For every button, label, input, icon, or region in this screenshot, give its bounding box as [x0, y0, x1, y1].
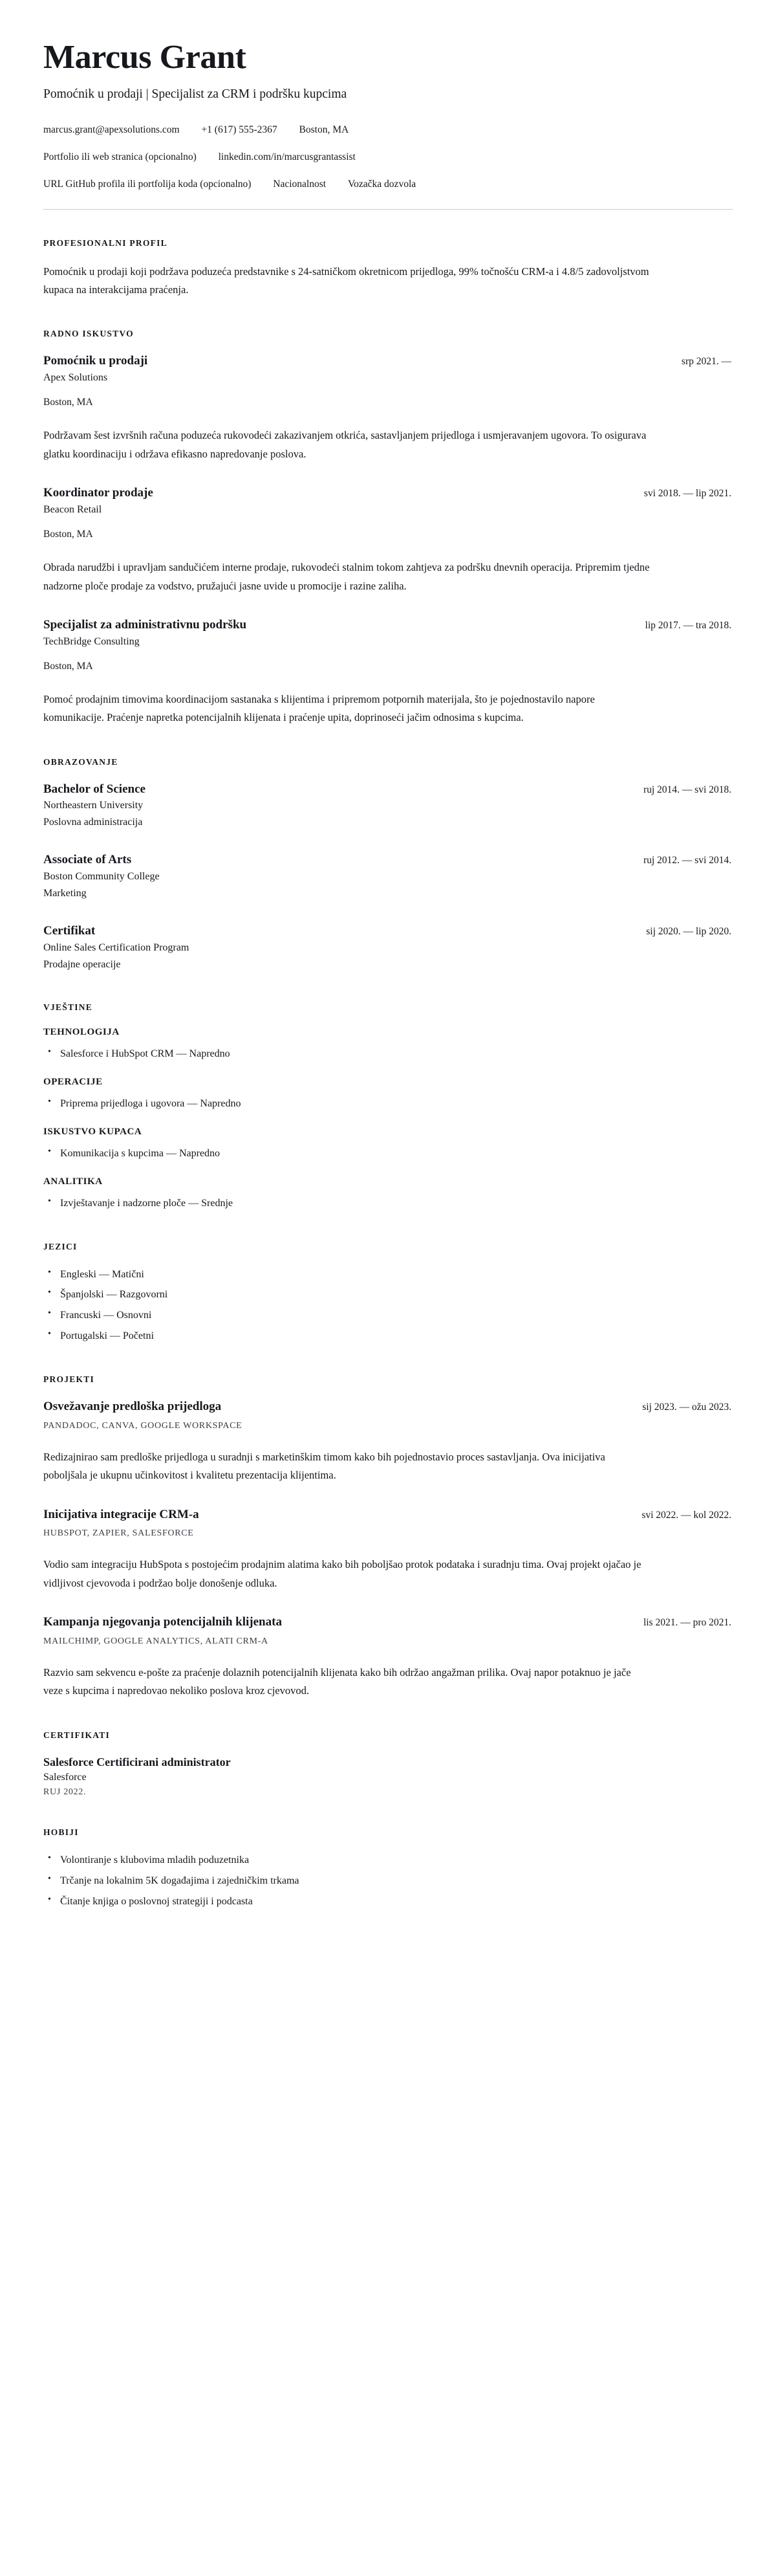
education-date: ruj 2014. — svi 2018. [643, 784, 731, 795]
project-title: Osvežavanje predloška prijedloga [43, 1400, 222, 1414]
education-degree: Certifikat [43, 924, 96, 938]
contact-portfolio-placeholder[interactable]: Portfolio ili web stranica (opcionalno) [43, 151, 197, 163]
experience-entry-head [43, 617, 733, 633]
experience-entry-head [43, 353, 733, 369]
skill-item: • Izvještavanje i nadzorne ploče — Srednje [43, 1195, 733, 1212]
contact-github-placeholder[interactable]: URL GitHub profila ili portfolija koda (opcionalno) [43, 179, 252, 190]
skill-group-operations [43, 1077, 733, 1112]
hobby-item: • Volontiranje s klubovima mladih poduzetnika [43, 1852, 733, 1869]
education-school: Northeastern University [43, 800, 144, 811]
experience-entry-head [43, 485, 733, 501]
education-field: Marketing [43, 888, 87, 899]
contact-linkedin[interactable]: linkedin.com/in/marcusgrantassist [218, 151, 356, 163]
section-hobbies [43, 1827, 733, 1910]
skill-list [43, 1145, 733, 1162]
header-divider [43, 209, 733, 210]
contact-location: Boston, MA [299, 124, 349, 135]
project-description: Redizajnirao sam predloške prijedloga u suradnji s marketinškim timom kako bih pojednostavio proces sastavljanja. Ova inicijativa poboljšala je ukupnu učinkovitost i kvalitetu prezentacija klijentima. [43, 1450, 605, 1482]
language-item: • Francuski — Osnovni [43, 1307, 733, 1324]
spacer [43, 1801, 733, 1827]
section-education [43, 757, 733, 973]
spacer [43, 1704, 733, 1730]
education-date: ruj 2012. — svi 2014. [643, 855, 731, 866]
resume-content [42, 40, 734, 1910]
skill-list [43, 1095, 733, 1112]
experience-job-title: Specijalist za administrativnu podršku [43, 617, 247, 632]
certificate-issuer: Salesforce [43, 1772, 87, 1783]
skill-item: • Salesforce i HubSpot CRM — Napredno [43, 1046, 733, 1062]
experience-description: Podržavam šest izvršnih računa poduzeća rukovodeći zakazivanjem otkrića, sastavljanjem prijedloga i usmjeravanjem ugovora. To osigurava glatku koordinaciju i održava efikasno napredovanje poslova. [43, 429, 647, 460]
section-professional-profile [43, 238, 733, 300]
experience-description: Obrada narudžbi i upravljam sandučićem interne prodaje, rukovodeći stalnim tokom zahtjeva za podršku dnevnih operacija. Pripremim tjedne nadzorne ploče prodaje za vodstvo, pružajući jasne uvide u promocije i razine zaliha. [43, 561, 650, 592]
skill-group-label: TEHNOLOGIJA [43, 1026, 120, 1037]
education-entry [43, 923, 733, 973]
project-tools: PANDADOC, CANVA, GOOGLE WORKSPACE [43, 1420, 242, 1431]
skill-group-label: OPERACIJE [43, 1076, 103, 1087]
education-field: Prodajne operacije [43, 958, 121, 970]
education-degree: Associate of Arts [43, 853, 132, 867]
language-list [43, 1266, 733, 1345]
project-title: Kampanja njegovanja potencijalnih klijenata [43, 1615, 282, 1629]
experience-entry [43, 353, 733, 463]
experience-company: TechBridge Consulting [43, 635, 140, 647]
project-entry-head [43, 1399, 733, 1415]
skill-item: • Komunikacija s kupcima — Napredno [43, 1145, 733, 1162]
hobby-list [43, 1852, 733, 1910]
skill-list [43, 1046, 733, 1062]
hobby-item: • Trčanje na lokalnim 5K događajima i zajedničkim trkama [43, 1873, 733, 1889]
education-entry-head [43, 852, 733, 868]
certificate-name: Salesforce Certificirani administrator [43, 1755, 231, 1768]
spacer [43, 731, 733, 757]
candidate-headline: Pomoćnik u prodaji | Specijalist za CRM i podršku kupcima [43, 87, 347, 101]
resume-header [43, 40, 733, 192]
project-tools: HUBSPOT, ZAPIER, SALESFORCE [43, 1528, 194, 1539]
hobby-item: • Čitanje knjiga o poslovnoj strategiji i podcasta [43, 1893, 733, 1910]
project-entry-head [43, 1507, 733, 1523]
experience-location: Boston, MA [43, 397, 93, 408]
contact-line-extra [43, 177, 733, 192]
skill-group-technology [43, 1027, 733, 1062]
project-entry [43, 1399, 733, 1485]
contact-driving-license-placeholder[interactable]: Vozačka dozvola [347, 179, 416, 190]
experience-company: Apex Solutions [43, 372, 108, 384]
language-item: • Portugalski — Početni [43, 1328, 733, 1345]
certificate-date: RUJ 2022. [43, 1787, 87, 1798]
spacer [43, 303, 733, 329]
section-title-certificates: CERTIFIKATI [43, 1730, 111, 1740]
experience-description: Pomoć prodajnim timovima koordinacijom sastanaka s klijentima i pripremom potpornih materijala, što je pojednostavilo napore komunikacije. Praćenje napretka potencijalnih klijenata i praćenje upita, doprinoseći jačim odnosima s kupcima. [43, 692, 595, 724]
education-degree: Bachelor of Science [43, 782, 146, 796]
contact-nationality-placeholder[interactable]: Nacionalnost [273, 179, 327, 190]
project-date: lis 2021. — pro 2021. [643, 1617, 731, 1629]
skill-list [43, 1195, 733, 1212]
section-title-experience: RADNO ISKUSTVO [43, 329, 134, 339]
section-title-profile: PROFESIONALNI PROFIL [43, 237, 167, 248]
contact-phone[interactable]: +1 (617) 555-2367 [201, 124, 277, 135]
language-item: • Engleski — Matični [43, 1266, 733, 1283]
section-title-languages: JEZICI [43, 1241, 78, 1251]
certificate-entry [43, 1755, 733, 1798]
experience-entry [43, 485, 733, 595]
education-school: Online Sales Certification Program [43, 941, 189, 953]
project-entry [43, 1614, 733, 1701]
education-school: Boston Community College [43, 871, 160, 883]
experience-company: Beacon Retail [43, 503, 102, 515]
project-entry [43, 1507, 733, 1593]
skill-group-label: ANALITIKA [43, 1176, 103, 1187]
project-tools: MAILCHIMP, GOOGLE ANALYTICS, ALATI CRM-A [43, 1636, 268, 1646]
section-skills [43, 1002, 733, 1212]
project-date: sij 2023. — ožu 2023. [642, 1402, 731, 1413]
project-date: svi 2022. — kol 2022. [641, 1509, 731, 1521]
experience-job-title: Pomoćnik u prodaji [43, 354, 148, 368]
experience-location: Boston, MA [43, 528, 93, 540]
project-description: Vodio sam integraciju HubSpota s postojećim prodajnim alatima kako bih poboljšao protok podataka i suradnju tima. Ovaj projekt ojačao je vidljivost cjevovoda i podržao bolje donošenje odluka. [43, 1558, 641, 1589]
section-languages [43, 1242, 733, 1345]
contact-email[interactable]: marcus.grant@apexsolutions.com [43, 124, 180, 135]
project-description: Razvio sam sekvencu e-pošte za praćenje dolaznih potencijalnih klijenata kako bih održao angažman prilika. Ovaj napor potaknuo je jače veze s kupcima i napredovao nekoliko poslova kroz cjevovod. [43, 1666, 631, 1697]
section-title-projects: PROJEKTI [43, 1374, 95, 1385]
spacer [43, 1349, 733, 1374]
profile-summary-text: Pomoćnik u prodaji koji podržava poduzeća predstavnike s 24-satničkom okretnicom prijedloga, 99% točnošću CRM-a i 4.8/5 zadovoljstvom kupaca na interakcijama praćenja. [43, 265, 649, 296]
experience-job-date: svi 2018. — lip 2021. [643, 488, 731, 500]
spacer [43, 976, 733, 1002]
skill-group-label: ISKUSTVO KUPACA [43, 1126, 142, 1137]
spacer [43, 1216, 733, 1242]
education-entry [43, 782, 733, 831]
project-entry-head [43, 1614, 733, 1630]
section-certificates [43, 1730, 733, 1798]
experience-job-date: lip 2017. — tra 2018. [645, 619, 731, 631]
experience-job-date: srp 2021. — [681, 356, 731, 368]
education-entry-head [43, 782, 733, 797]
project-title: Inicijativa integracije CRM-a [43, 1507, 199, 1521]
section-title-hobbies: HOBIJI [43, 1827, 79, 1838]
candidate-name: Marcus Grant [43, 39, 246, 76]
experience-job-title: Koordinator prodaje [43, 486, 153, 500]
contact-line-web [43, 149, 733, 164]
skill-item: • Priprema prijedloga i ugovora — Napredno [43, 1095, 733, 1112]
section-title-skills: VJEŠTINE [43, 1002, 93, 1012]
education-date: sij 2020. — lip 2020. [646, 926, 731, 938]
skill-group-analytics [43, 1176, 733, 1212]
section-projects [43, 1374, 733, 1701]
skill-group-customer-experience [43, 1127, 733, 1162]
section-work-experience [43, 329, 733, 727]
education-entry [43, 852, 733, 901]
language-item: • Španjolski — Razgovorni [43, 1286, 733, 1303]
education-field: Poslovna administracija [43, 817, 143, 828]
contact-line-primary [43, 122, 733, 137]
experience-entry [43, 617, 733, 727]
experience-location: Boston, MA [43, 660, 93, 672]
education-entry-head [43, 923, 733, 939]
section-title-education: OBRAZOVANJE [43, 756, 118, 767]
